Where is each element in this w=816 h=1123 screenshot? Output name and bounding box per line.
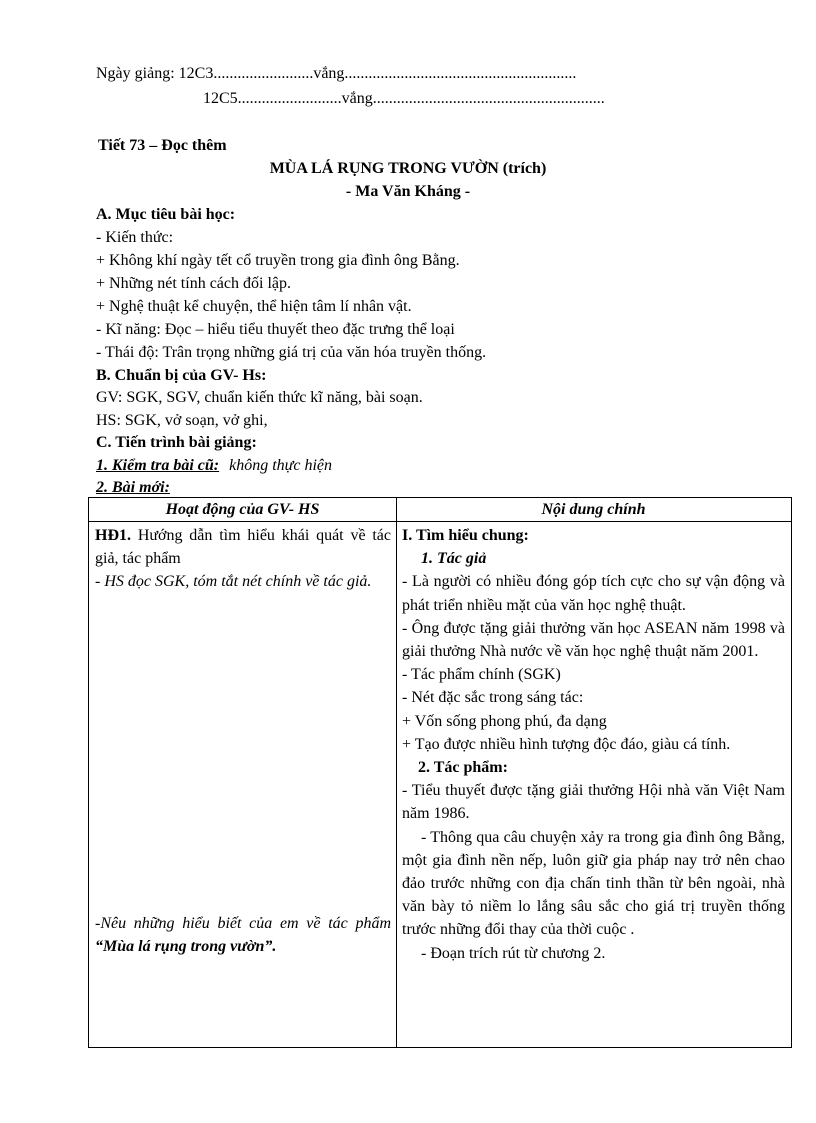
section-a-line: + Không khí ngày tết cổ truyền trong gia đình ông Bằng.: [96, 252, 460, 269]
author-line: - Ma Văn Kháng -: [345, 183, 471, 200]
new-lesson-label: 2. Bài mới:: [96, 479, 170, 496]
section-a-line: - Kiến thức:: [96, 229, 174, 246]
section-b-heading: B. Chuẩn bị của GV- Hs:: [96, 367, 267, 384]
col-content-header: Nội dung chính: [396, 498, 791, 522]
section-a-line: + Những nét tính cách đối lập.: [96, 275, 291, 292]
section-c-heading: C. Tiến trình bài giảng:: [96, 434, 257, 451]
work-heading: 2. Tác phẩm:: [418, 759, 508, 777]
section-a-line: - Thái độ: Trân trọng những giá trị của văn hóa truyền thống.: [96, 344, 487, 361]
lesson-title: Tiết 73 – Đọc thêm: [98, 137, 227, 154]
section-b-line: HS: SGK, vở soạn, vở ghi,: [96, 412, 268, 429]
author-point: - Ông được tặng giải thưởng văn học ASEAN năm 1998 và giải thưởng Nhà nước về văn học nghệ thuật năm 2001.: [402, 619, 785, 661]
col-activity-header: Hoạt động của GV- HS: [89, 498, 396, 522]
activity-hd1: [95, 524, 391, 570]
section-b-line: GV: SGK, SGV, chuẩn kiến thức kĩ năng, bài soạn.: [96, 389, 423, 406]
work-title: MÙA LÁ RỤNG TRONG VƯỜN (trích): [269, 160, 547, 177]
hd1-label: HĐ1.: [95, 527, 131, 544]
work-point: - Đoạn trích rút từ chương 2.: [421, 944, 606, 962]
content-column: [402, 524, 785, 965]
author-point: - Tác phẩm chính (SGK): [402, 666, 561, 684]
hd1-text: Hướng dẫn tìm hiểu khái quát về tác giả, tác phẩm: [95, 527, 392, 568]
schedule-line-2: 12C5..........................vắng..........................................................: [203, 90, 605, 107]
activity-task-author: [95, 570, 391, 593]
check-label: 1. Kiểm tra bài cũ:: [96, 457, 220, 474]
task-work-title: “Mùa lá rụng trong vườn”.: [95, 938, 277, 956]
author-point: - Nét đặc sắc trong sáng tác:: [402, 689, 584, 707]
author-heading: 1. Tác giả: [421, 550, 487, 568]
author-point: + Vốn sống phong phú, đa dạng: [402, 712, 607, 730]
lesson-table: [88, 497, 792, 1048]
section-a-line: - Kĩ năng: Đọc – hiểu tiểu thuyết theo đặc trưng thể loại: [96, 321, 455, 338]
check-value: không thực hiện: [229, 457, 333, 474]
content-section-heading: I. Tìm hiểu chung:: [402, 527, 529, 544]
section-a-line: + Nghệ thuật kể chuyện, thể hiện tâm lí nhân vật.: [96, 298, 412, 315]
task-author-text: - HS đọc SGK, tóm tắt nét chính về tác giả.: [95, 573, 372, 590]
column-divider: [396, 498, 397, 1047]
work-point: - Thông qua câu chuyện xảy ra trong gia đình ông Bằng, một gia đình nền nếp, luôn giữ gia pháp nay trở nên chao đảo trước những con địa chấn tinh thần từ bên ngoài, nhà văn bày tỏ niềm lo lắng sâu sắc cho giá trị truyền thống trước những đổi thay của thời cuộc .: [402, 828, 785, 939]
schedule-line-1: Ngày giảng: 12C3.........................vắng..........................................................: [96, 65, 577, 82]
task-work-prefix: -Nêu những hiểu biết của em về tác phẩm: [95, 915, 391, 932]
activity-task-work-text: [95, 912, 391, 958]
author-point: + Tạo được nhiều hình tượng độc đáo, giàu cá tính.: [402, 735, 731, 753]
author-point: - Là người có nhiều đóng góp tích cực cho sự vận động và phát triển nhiều mặt của văn học nghệ thuật.: [402, 573, 785, 614]
section-a-heading: A. Mục tiêu bài học:: [96, 206, 236, 223]
check-old-lesson: [96, 456, 332, 476]
work-point: - Tiểu thuyết được tặng giải thưởng Hội nhà văn Việt Nam năm 1986.: [402, 782, 785, 823]
